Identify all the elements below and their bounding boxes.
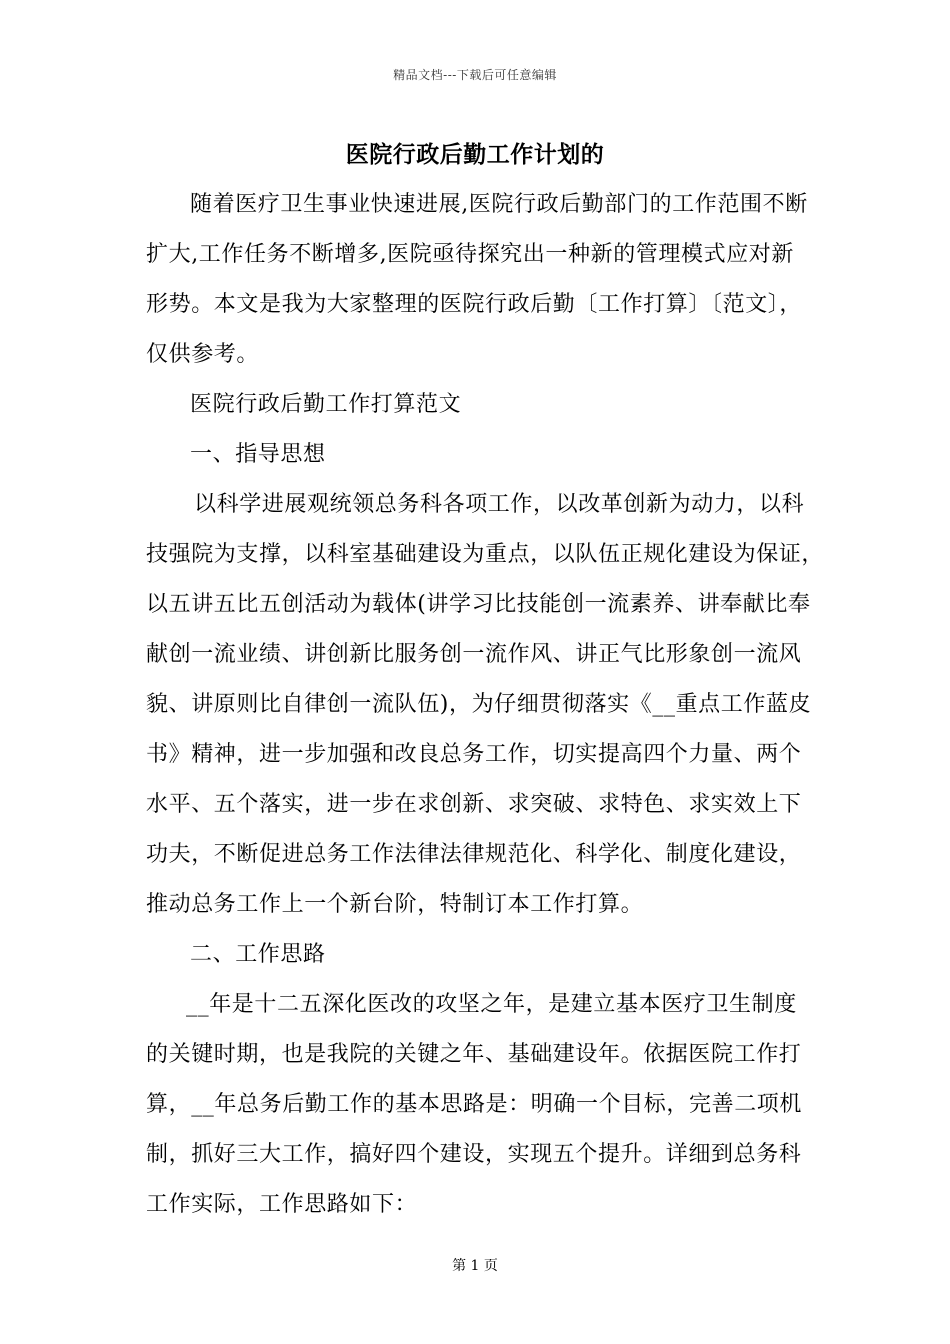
document-body	[146, 180, 825, 1230]
paragraph-line: __年是十二五深化医改的攻坚之年，是建立基本医疗卫生制度	[186, 992, 797, 1017]
paragraph-line: 随着医疗卫生事业快速进展,医院行政后勤部门的工作范围不断	[190, 192, 808, 217]
paragraph-line: 水平、五个落实，进一步在求创新、求突破、求特色、求实效上下	[146, 792, 802, 817]
paragraph-line: 仅供参考。	[146, 342, 260, 367]
paragraph-line: 工作实际，工作思路如下：	[146, 1192, 418, 1217]
paragraph-line: 技强院为支撑，以科室基础建设为重点，以队伍正规化建设为保证，	[146, 542, 825, 567]
paragraph-line: 貌、讲原则比自律创一流队伍)，为仔细贯彻落实《__重点工作蓝皮	[146, 692, 812, 717]
section-heading: 医院行政后勤工作打算范文	[190, 392, 462, 417]
paragraph-line: 以科学进展观统领总务科各项工作，以改革创新为动力，以科	[194, 492, 805, 517]
paragraph-line: 的关键时期，也是我院的关键之年、基础建设年。依据医院工作打	[146, 1042, 802, 1067]
paragraph-line: 扩大,工作任务不断增多,医院亟待探究出一种新的管理模式应对新	[146, 242, 794, 267]
paragraph-line: 书》精神，进一步加强和改良总务工作，切实提高四个力量、两个	[146, 742, 802, 767]
paragraph-line: 功夫，不断促进总务工作法律法律规范化、科学化、制度化建设，	[146, 842, 802, 867]
page-number: 第 1 页	[452, 1258, 498, 1274]
section-heading: 一、指导思想	[190, 442, 326, 467]
paragraph-line: 算，__年总务后勤工作的基本思路是：明确一个目标，完善二项机	[146, 1092, 803, 1117]
page-header: 精品文档---下载后可任意编辑	[393, 68, 557, 82]
section-heading: 二、工作思路	[190, 942, 326, 967]
document-title: 医院行政后勤工作计划的	[345, 141, 605, 168]
paragraph-line: 制，抓好三大工作，搞好四个建设，实现五个提升。详细到总务科	[146, 1142, 802, 1167]
paragraph-line: 献创一流业绩、讲创新比服务创一流作风、讲正气比形象创一流风	[146, 642, 802, 667]
paragraph-line: 形势。本文是我为大家整理的医院行政后勤〔工作打算〕〔范文〕，	[146, 292, 803, 317]
paragraph-line: 以五讲五比五创活动为载体(讲学习比技能创一流素养、讲奉献比奉	[146, 592, 811, 617]
paragraph-line: 推动总务工作上一个新台阶，特制订本工作打算。	[146, 892, 644, 917]
